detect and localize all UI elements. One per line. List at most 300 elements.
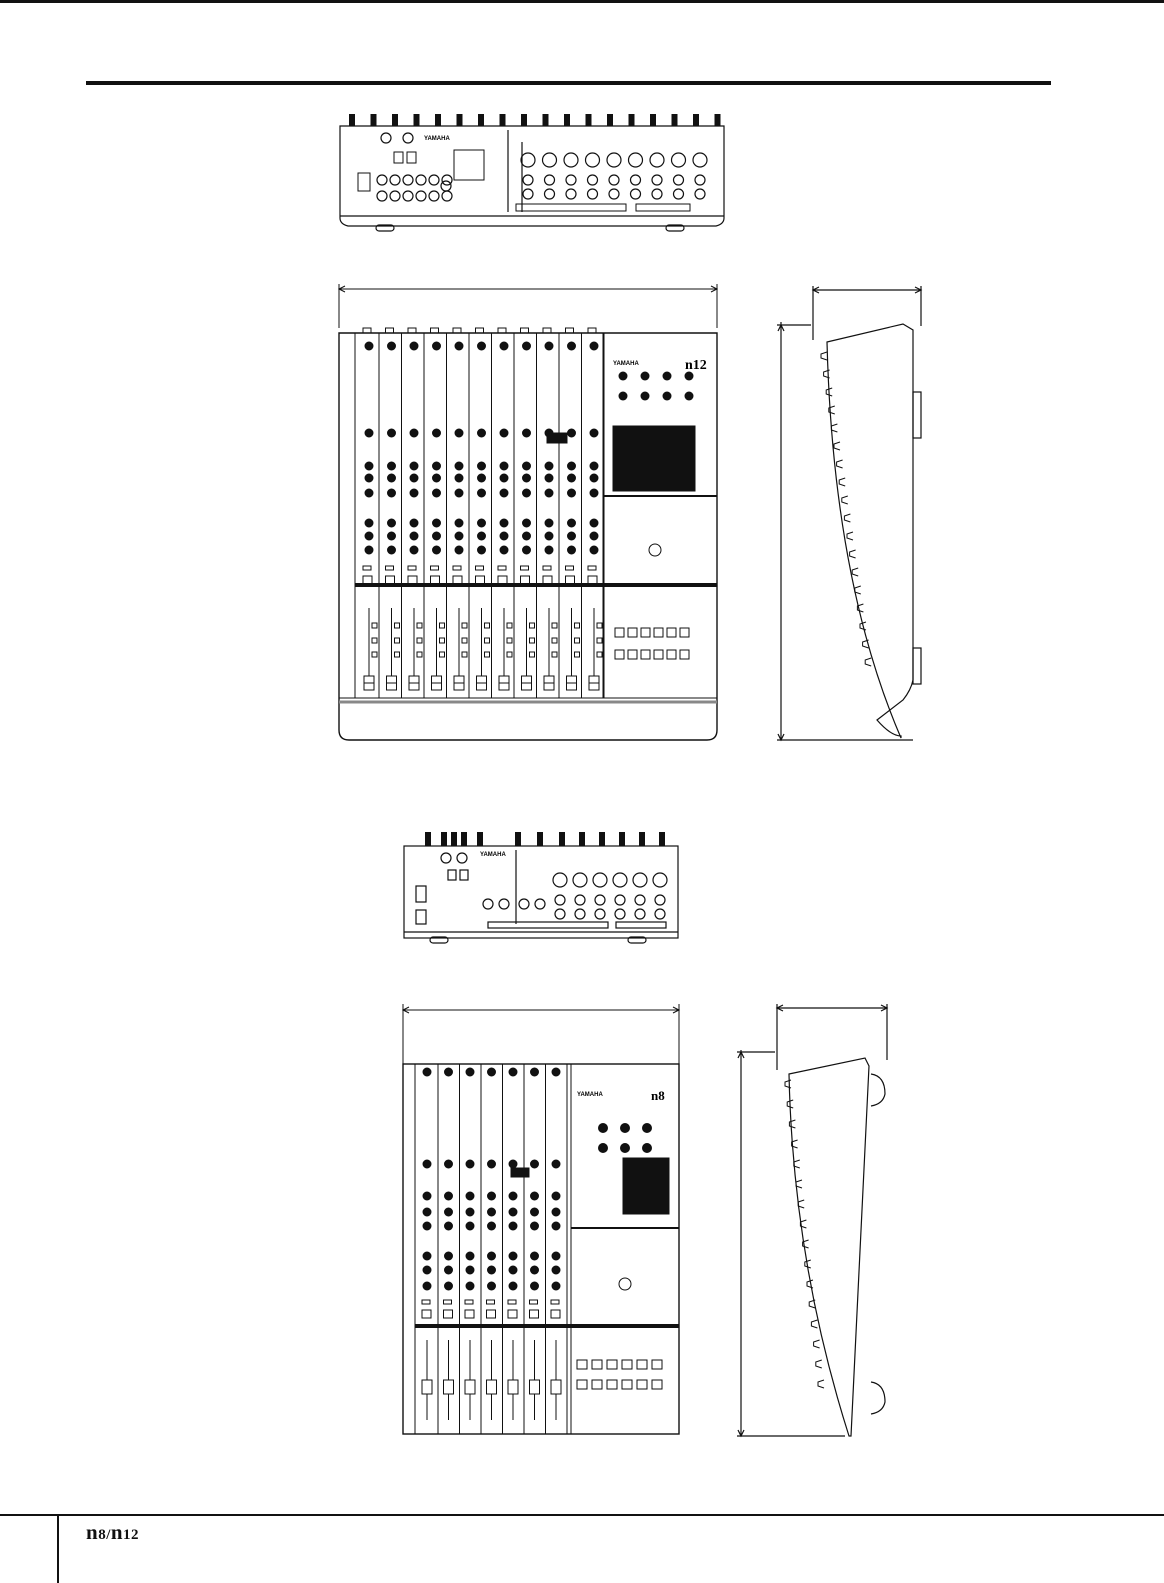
knob-icon: [410, 519, 418, 527]
jack-icon: [831, 424, 837, 432]
xlr-jack-icon: [653, 873, 667, 887]
knob-icon: [365, 429, 373, 437]
knob-icon: [423, 1282, 431, 1290]
knob-icon: [523, 519, 531, 527]
button-icon: [641, 650, 650, 659]
knob-icon: [423, 1222, 431, 1230]
knob-icon: [659, 832, 665, 846]
knob-icon: [552, 1252, 560, 1260]
knob-icon: [523, 546, 531, 554]
n12-top-view: [333, 278, 725, 748]
phone-jack-icon: [615, 895, 625, 905]
phone-jack-icon: [545, 175, 555, 185]
knob-icon: [599, 832, 605, 846]
knob-icon: [515, 832, 521, 846]
jack-icon: [794, 1160, 800, 1168]
jack-icon: [814, 1340, 820, 1348]
knob-icon: [423, 1068, 431, 1076]
phone-jack-icon: [566, 175, 576, 185]
knob-icon: [445, 1222, 453, 1230]
button-icon: [577, 1380, 587, 1389]
phone-jack-icon: [652, 189, 662, 199]
knob-icon: [543, 114, 549, 126]
knob-icon: [545, 474, 553, 482]
phone-jack-icon: [403, 191, 413, 201]
knob-icon: [545, 462, 553, 470]
jack-icon: [811, 1320, 817, 1328]
knob-icon: [478, 474, 486, 482]
knob-icon: [509, 1252, 517, 1260]
knob-icon: [500, 462, 508, 470]
fader-icon: [487, 1380, 497, 1394]
knob-icon: [672, 114, 678, 126]
button-icon: [652, 1360, 662, 1369]
knob-icon: [455, 519, 463, 527]
knob-icon: [545, 532, 553, 540]
knob-icon: [568, 519, 576, 527]
knob-icon: [388, 342, 396, 350]
button-icon: [592, 1360, 602, 1369]
footer-divider: [57, 1514, 59, 1583]
knob-icon: [423, 1192, 431, 1200]
phone-jack-icon: [674, 189, 684, 199]
knob-icon: [445, 1282, 453, 1290]
knob-icon: [531, 1222, 539, 1230]
knob-icon: [590, 519, 598, 527]
knob-icon: [500, 519, 508, 527]
phone-jack-icon: [429, 175, 439, 185]
phone-jack-icon: [652, 175, 662, 185]
button-icon: [592, 1380, 602, 1389]
xlr-jack-icon: [593, 873, 607, 887]
knob-icon: [478, 429, 486, 437]
button-icon: [637, 1380, 647, 1389]
channel-strip: [386, 328, 402, 698]
phone-jack-icon: [674, 175, 684, 185]
knob-icon: [590, 342, 598, 350]
button-icon: [622, 1380, 632, 1389]
knob-icon: [523, 532, 531, 540]
knob-icon: [478, 489, 486, 497]
button-icon: [654, 628, 663, 637]
n8-side-view: [733, 1000, 903, 1450]
channel-strip: [508, 1064, 524, 1434]
phone-jack-icon: [575, 909, 585, 919]
knob-icon: [455, 546, 463, 554]
knob-icon: [455, 474, 463, 482]
knob-icon: [552, 1068, 560, 1076]
knob-icon: [478, 342, 486, 350]
jack-icon: [839, 478, 845, 486]
knob-icon: [568, 429, 576, 437]
knob-icon: [455, 429, 463, 437]
knob-icon: [509, 1208, 517, 1216]
knob-icon: [414, 114, 420, 126]
phone-jack-icon: [631, 175, 641, 185]
phone-jack-icon: [535, 899, 545, 909]
knob-icon: [425, 832, 431, 846]
phone-jack-icon: [441, 181, 451, 191]
jack-icon: [785, 1080, 791, 1088]
fader-icon: [551, 1380, 561, 1394]
button-icon: [577, 1360, 587, 1369]
channel-strip: [487, 1064, 503, 1434]
jack-icon: [796, 1180, 802, 1188]
phone-jack-icon: [595, 895, 605, 905]
knob-icon: [478, 546, 486, 554]
button-icon: [622, 1360, 632, 1369]
knob-icon: [478, 462, 486, 470]
knob-icon: [639, 832, 645, 846]
jack-icon: [847, 532, 853, 540]
n8-rear-view: [400, 826, 682, 956]
knob-icon: [410, 342, 418, 350]
knob-icon: [423, 1208, 431, 1216]
knob-icon: [410, 489, 418, 497]
knob-icon: [545, 489, 553, 497]
knob-icon: [466, 1208, 474, 1216]
channel-strip: [422, 1064, 438, 1434]
phone-jack-icon: [555, 895, 565, 905]
knob-icon: [365, 546, 373, 554]
knob-icon: [365, 489, 373, 497]
jack-icon: [852, 568, 858, 576]
xlr-jack-icon: [613, 873, 627, 887]
knob-icon: [433, 474, 441, 482]
knob-icon: [619, 372, 628, 381]
knob-icon: [466, 1266, 474, 1274]
knob-icon: [568, 532, 576, 540]
jack-icon: [789, 1120, 795, 1128]
button-icon: [641, 628, 650, 637]
knob-icon: [388, 462, 396, 470]
phone-jack-icon: [695, 175, 705, 185]
knob-icon: [433, 519, 441, 527]
n8-top-view: [397, 1000, 687, 1442]
knob-icon: [643, 1144, 652, 1153]
knob-icon: [445, 1208, 453, 1216]
knob-icon: [488, 1222, 496, 1230]
knob-icon: [365, 474, 373, 482]
knob-icon: [509, 1282, 517, 1290]
fader-icon: [444, 1380, 454, 1394]
phone-jack-icon: [416, 191, 426, 201]
jack-icon: [805, 1260, 811, 1268]
knob-icon: [445, 1252, 453, 1260]
knob-icon: [523, 429, 531, 437]
jack-icon: [834, 442, 840, 450]
knob-icon: [568, 342, 576, 350]
section-rule: [86, 81, 1051, 85]
phone-jack-icon: [655, 909, 665, 919]
knob-icon: [590, 462, 598, 470]
xlr-jack-icon: [633, 873, 647, 887]
knob-icon: [629, 114, 635, 126]
knob-icon: [433, 462, 441, 470]
knob-icon: [537, 832, 543, 846]
knob-icon: [531, 1208, 539, 1216]
knob-icon: [488, 1192, 496, 1200]
knob-icon: [545, 342, 553, 350]
knob-icon: [663, 372, 672, 381]
knob-icon: [488, 1252, 496, 1260]
knob-icon: [500, 342, 508, 350]
fader-icon: [530, 1380, 540, 1394]
knob-icon: [466, 1282, 474, 1290]
n8-top-brand: YAMAHA: [577, 1092, 603, 1098]
knob-icon: [445, 1192, 453, 1200]
knob-icon: [388, 519, 396, 527]
channel-strip: [551, 1064, 567, 1434]
phone-jack-icon: [519, 899, 529, 909]
knob-icon: [410, 546, 418, 554]
knob-icon: [455, 462, 463, 470]
knob-icon: [552, 1208, 560, 1216]
xlr-jack-icon: [629, 153, 643, 167]
knob-icon: [523, 474, 531, 482]
button-icon: [615, 650, 624, 659]
knob-icon: [590, 546, 598, 554]
knob-icon: [451, 832, 457, 846]
footer-model-title: n8/n12: [86, 1520, 140, 1544]
knob-icon: [500, 546, 508, 554]
xlr-jack-icon: [650, 153, 664, 167]
phone-jack-icon: [523, 175, 533, 185]
knob-icon: [365, 462, 373, 470]
button-icon: [628, 628, 637, 637]
channel-strip: [498, 328, 514, 698]
knob-icon: [641, 372, 650, 381]
phone-jack-icon: [499, 899, 509, 909]
knob-icon: [579, 832, 585, 846]
knob-icon: [590, 429, 598, 437]
knob-icon: [564, 114, 570, 126]
knob-icon: [371, 114, 377, 126]
power-jack-icon: [381, 133, 391, 143]
knob-icon: [552, 1282, 560, 1290]
knob-icon: [619, 392, 628, 401]
xlr-jack-icon: [607, 153, 621, 167]
knob-icon: [523, 342, 531, 350]
phone-jack-icon: [695, 189, 705, 199]
phone-jack-icon: [545, 189, 555, 199]
knob-icon: [466, 1222, 474, 1230]
jack-icon: [807, 1280, 813, 1288]
knob-icon: [461, 832, 467, 846]
knob-icon: [531, 1192, 539, 1200]
knob-icon: [365, 532, 373, 540]
knob-icon: [531, 1068, 539, 1076]
xlr-jack-icon: [672, 153, 686, 167]
knob-icon: [521, 114, 527, 126]
top-rule: [0, 0, 1164, 3]
knob-icon: [568, 474, 576, 482]
xlr-jack-icon: [543, 153, 557, 167]
button-icon: [680, 650, 689, 659]
button-icon: [637, 1360, 647, 1369]
knob-icon: [410, 532, 418, 540]
phone-jack-icon: [575, 895, 585, 905]
knob-icon: [552, 1160, 560, 1168]
knob-icon: [552, 1222, 560, 1230]
phone-jack-icon: [390, 191, 400, 201]
phone-jack-icon: [635, 909, 645, 919]
knob-icon: [509, 1068, 517, 1076]
knob-icon: [559, 832, 565, 846]
knob-icon: [478, 519, 486, 527]
knob-icon: [488, 1160, 496, 1168]
phone-jack-icon: [390, 175, 400, 185]
channel-strip: [588, 328, 604, 698]
knob-icon: [455, 342, 463, 350]
knob-icon: [509, 1222, 517, 1230]
knob-icon: [488, 1266, 496, 1274]
button-icon: [680, 628, 689, 637]
n8-rear-brand: YAMAHA: [480, 852, 506, 858]
n12-top-model: n12: [685, 358, 707, 373]
phone-jack-icon: [595, 909, 605, 919]
knob-icon: [500, 532, 508, 540]
knob-icon: [590, 532, 598, 540]
knob-icon: [388, 429, 396, 437]
knob-icon: [349, 114, 355, 126]
jack-icon: [798, 1200, 804, 1208]
phone-jack-icon: [483, 899, 493, 909]
channel-strip: [431, 328, 447, 698]
phone-jack-icon: [609, 189, 619, 199]
knob-icon: [388, 546, 396, 554]
knob-icon: [693, 114, 699, 126]
power-jack-icon: [457, 853, 467, 863]
knob-icon: [552, 1192, 560, 1200]
knob-icon: [423, 1252, 431, 1260]
phone-jack-icon: [403, 175, 413, 185]
xlr-jack-icon: [586, 153, 600, 167]
knob-icon: [641, 392, 650, 401]
knob-icon: [457, 114, 463, 126]
knob-icon: [445, 1068, 453, 1076]
phone-jack-icon: [588, 189, 598, 199]
button-icon: [607, 1380, 617, 1389]
fader-icon: [422, 1380, 432, 1394]
knob-icon: [433, 342, 441, 350]
knob-icon: [621, 1124, 630, 1133]
knob-icon: [435, 114, 441, 126]
power-jack-icon: [441, 853, 451, 863]
knob-icon: [531, 1160, 539, 1168]
xlr-jack-icon: [693, 153, 707, 167]
xlr-jack-icon: [573, 873, 587, 887]
knob-icon: [477, 832, 483, 846]
knob-icon: [388, 532, 396, 540]
knob-icon: [523, 489, 531, 497]
button-icon: [607, 1360, 617, 1369]
phone-jack-icon: [377, 175, 387, 185]
xlr-jack-icon: [553, 873, 567, 887]
knob-icon: [392, 114, 398, 126]
knob-icon: [531, 1266, 539, 1274]
knob-icon: [643, 1124, 652, 1133]
phone-jack-icon: [635, 895, 645, 905]
phone-jack-icon: [615, 909, 625, 919]
jack-icon: [844, 514, 850, 522]
knob-icon: [545, 546, 553, 554]
knob-icon: [388, 489, 396, 497]
n12-rear-brand: YAMAHA: [424, 136, 450, 142]
jack-icon: [818, 1380, 824, 1388]
knob-icon: [531, 1282, 539, 1290]
knob-icon: [466, 1192, 474, 1200]
power-jack-icon: [403, 133, 413, 143]
knob-icon: [445, 1160, 453, 1168]
knob-icon: [410, 462, 418, 470]
jack-icon: [865, 658, 871, 666]
knob-icon: [568, 546, 576, 554]
knob-icon: [433, 546, 441, 554]
knob-icon: [488, 1282, 496, 1290]
knob-icon: [568, 489, 576, 497]
knob-icon: [455, 532, 463, 540]
fader-icon: [508, 1380, 518, 1394]
phone-jack-icon: [523, 189, 533, 199]
knob-icon: [433, 489, 441, 497]
knob-icon: [552, 1266, 560, 1274]
phone-jack-icon: [377, 191, 387, 201]
channel-strip: [453, 328, 469, 698]
button-icon: [654, 650, 663, 659]
knob-icon: [423, 1266, 431, 1274]
xlr-jack-icon: [521, 153, 535, 167]
knob-icon: [650, 114, 656, 126]
phone-jack-icon: [442, 191, 452, 201]
phone-jack-icon: [588, 175, 598, 185]
knob-icon: [531, 1252, 539, 1260]
knob-icon: [509, 1160, 517, 1168]
knob-icon: [607, 114, 613, 126]
button-icon: [667, 650, 676, 659]
phone-jack-icon: [631, 189, 641, 199]
phone-jack-icon: [566, 189, 576, 199]
knob-icon: [441, 832, 447, 846]
channel-strip: [530, 1064, 546, 1434]
knob-icon: [663, 392, 672, 401]
knob-icon: [365, 342, 373, 350]
knob-icon: [621, 1144, 630, 1153]
knob-icon: [509, 1192, 517, 1200]
knob-icon: [466, 1068, 474, 1076]
knob-icon: [586, 114, 592, 126]
button-icon: [652, 1380, 662, 1389]
knob-icon: [488, 1068, 496, 1076]
knob-icon: [523, 462, 531, 470]
knob-icon: [545, 519, 553, 527]
channel-strip: [465, 1064, 481, 1434]
channel-strip: [543, 328, 559, 698]
knob-icon: [388, 474, 396, 482]
knob-icon: [433, 429, 441, 437]
jack-icon: [855, 586, 861, 594]
jack-icon: [850, 550, 856, 558]
knob-icon: [599, 1124, 608, 1133]
n8-top-model: n8: [651, 1088, 665, 1103]
jack-icon: [842, 496, 848, 504]
n12-rear-view: [336, 108, 728, 238]
channel-strip: [408, 328, 424, 698]
channel-strip: [444, 1064, 460, 1434]
knob-icon: [500, 474, 508, 482]
footer-rule: [0, 1514, 1164, 1516]
xlr-jack-icon: [564, 153, 578, 167]
